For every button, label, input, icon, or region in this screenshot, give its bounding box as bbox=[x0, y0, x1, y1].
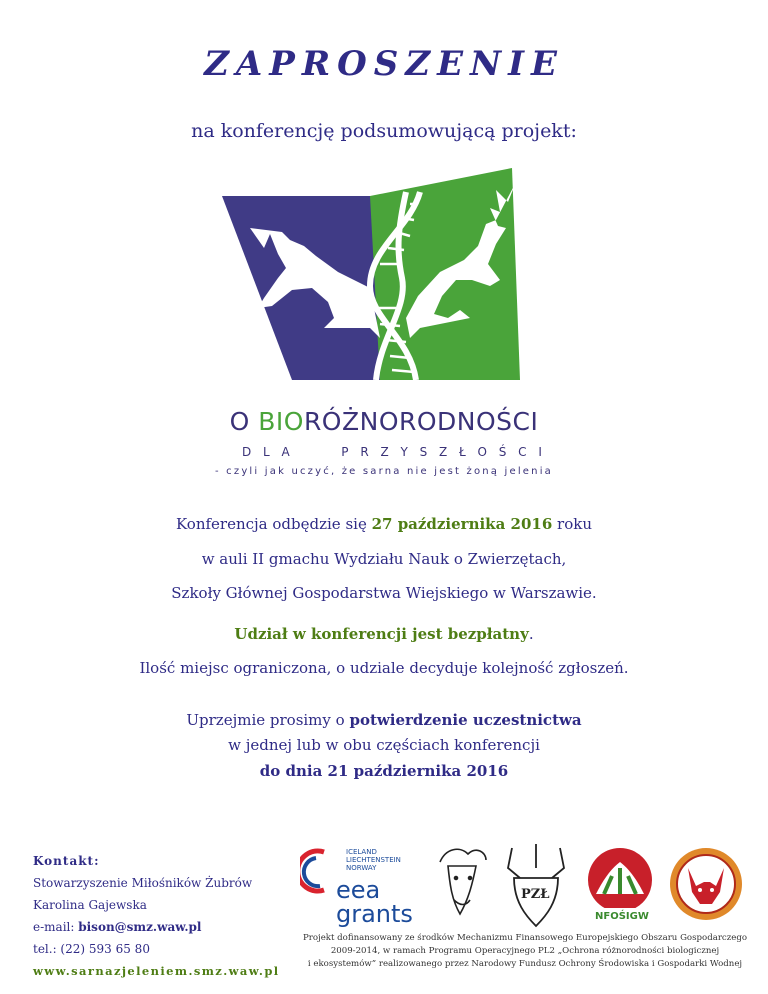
email-label: e-mail: bbox=[33, 920, 79, 934]
logo-motto: - czyli jak uczyć, że sarna nie jest żoną jelenia bbox=[214, 466, 554, 477]
logo-wordmark-part1: O bbox=[229, 407, 259, 436]
logo-tagline-letter: L bbox=[263, 445, 270, 459]
contact-block bbox=[33, 850, 280, 982]
deadline-line: do dnia 21 października 2016 bbox=[259, 762, 509, 780]
logo-tagline-letter: Z bbox=[380, 445, 389, 459]
logo-tagline-letter: I bbox=[538, 445, 542, 459]
logo-tagline-letter: A bbox=[281, 445, 290, 459]
contact-phone: tel.: (22) 593 65 80 bbox=[33, 942, 150, 956]
logo-wordmark bbox=[0, 407, 768, 436]
page-title: ZAPROSZENIE bbox=[204, 44, 564, 84]
bison-horns-icon bbox=[440, 849, 486, 862]
free-entry-line bbox=[0, 625, 768, 643]
conference-date-line bbox=[0, 515, 768, 533]
logo-tagline-letter: Z bbox=[438, 445, 448, 459]
eea-word: eea bbox=[336, 876, 381, 904]
funding-line-2: 2009-2014, w ramach Programu Operacyjnego PL2 „Ochrona różnorodności biologicznej bbox=[330, 946, 720, 956]
grants-word: grants bbox=[336, 900, 413, 928]
logo-tagline-letter: Y bbox=[400, 445, 408, 459]
eea-country-liechtenstein: LIECHTENSTEIN bbox=[346, 856, 401, 864]
confirm-line-1 bbox=[0, 711, 768, 729]
contact-heading: Kontakt: bbox=[33, 854, 100, 868]
nfosigw-text: NFOŚIGW bbox=[595, 911, 649, 922]
conference-date: 27 października 2016 bbox=[371, 515, 553, 533]
page-subtitle: na konferencję podsumowującą projekt: bbox=[191, 120, 577, 142]
contact-website-link[interactable]: www.sarnazjeleniem.smz.waw.pl bbox=[33, 964, 280, 978]
pzl-logo bbox=[508, 844, 564, 926]
pzl-antlers-icon bbox=[508, 844, 564, 878]
eea-blue-arc-icon bbox=[304, 858, 320, 886]
logo-tagline-letter: R bbox=[360, 445, 369, 459]
free-entry-text: Udział w konferencji jest bezpłatny bbox=[234, 625, 529, 643]
date-line-prefix: Konferencja odbędzie się bbox=[176, 515, 372, 533]
logo-tagline-gap bbox=[302, 445, 330, 459]
logo-wordmark-bio: BIO bbox=[258, 407, 304, 436]
eea-country-iceland: ICELAND bbox=[346, 848, 377, 856]
logo-tagline-letter: D bbox=[242, 445, 252, 459]
logo-tagline-letter: O bbox=[477, 445, 487, 459]
contact-person: Karolina Gajewska bbox=[33, 898, 147, 912]
contact-email-row bbox=[33, 916, 280, 938]
contact-org: Stowarzyszenie Miłośników Żubrów bbox=[33, 876, 253, 890]
bison-logo bbox=[440, 849, 486, 914]
eea-grants-logo bbox=[300, 848, 413, 928]
funding-note bbox=[300, 932, 750, 971]
project-logo bbox=[220, 168, 550, 403]
confirm-prefix: Uprzejmie prosimy o bbox=[186, 711, 350, 729]
confirm-line-2: w jednej lub w obu częściach konferencji bbox=[228, 736, 540, 754]
eea-country-norway: NORWAY bbox=[346, 864, 377, 872]
logo-tagline-letter: Ś bbox=[498, 445, 507, 459]
sponsor-logos bbox=[300, 838, 750, 930]
logo-tagline-letter: S bbox=[419, 445, 428, 459]
limited-seats-line: Ilość miejsc ograniczona, o udziale decyduje kolejność zgłoszeń. bbox=[139, 659, 629, 677]
logo-tagline-letter: P bbox=[341, 445, 349, 459]
pzl-text: PZŁ bbox=[521, 887, 550, 902]
funding-line-3: i ekosystemów” realizowanego przez Narodowy Fundusz Ochrony Środowiska i Gospodarki Wodnej bbox=[307, 959, 743, 969]
contact-email-link[interactable]: bison@smz.waw.pl bbox=[78, 920, 202, 934]
project-emblem-logo bbox=[670, 848, 742, 920]
venue-line-1: w auli II gmachu Wydziału Nauk o Zwierzętach, bbox=[201, 550, 567, 568]
confirm-bold: potwierdzenie uczestnictwa bbox=[349, 711, 582, 729]
free-entry-dot: . bbox=[528, 625, 534, 643]
logo-tagline-letter: C bbox=[518, 445, 527, 459]
logo-tagline-letter: Ł bbox=[459, 445, 466, 459]
date-line-suffix: roku bbox=[552, 515, 592, 533]
logo-wordmark-part3: RÓŻNORODNOŚCI bbox=[303, 407, 539, 436]
nfosigw-logo bbox=[588, 848, 652, 922]
logo-tagline bbox=[242, 445, 542, 459]
funding-line-1: Projekt dofinansowany ze środków Mechanizmu Finansowego Europejskiego Obszaru Gospodarczego bbox=[302, 933, 748, 943]
venue-line-2: Szkoły Głównej Gospodarstwa Wiejskiego w Warszawie. bbox=[171, 584, 597, 602]
